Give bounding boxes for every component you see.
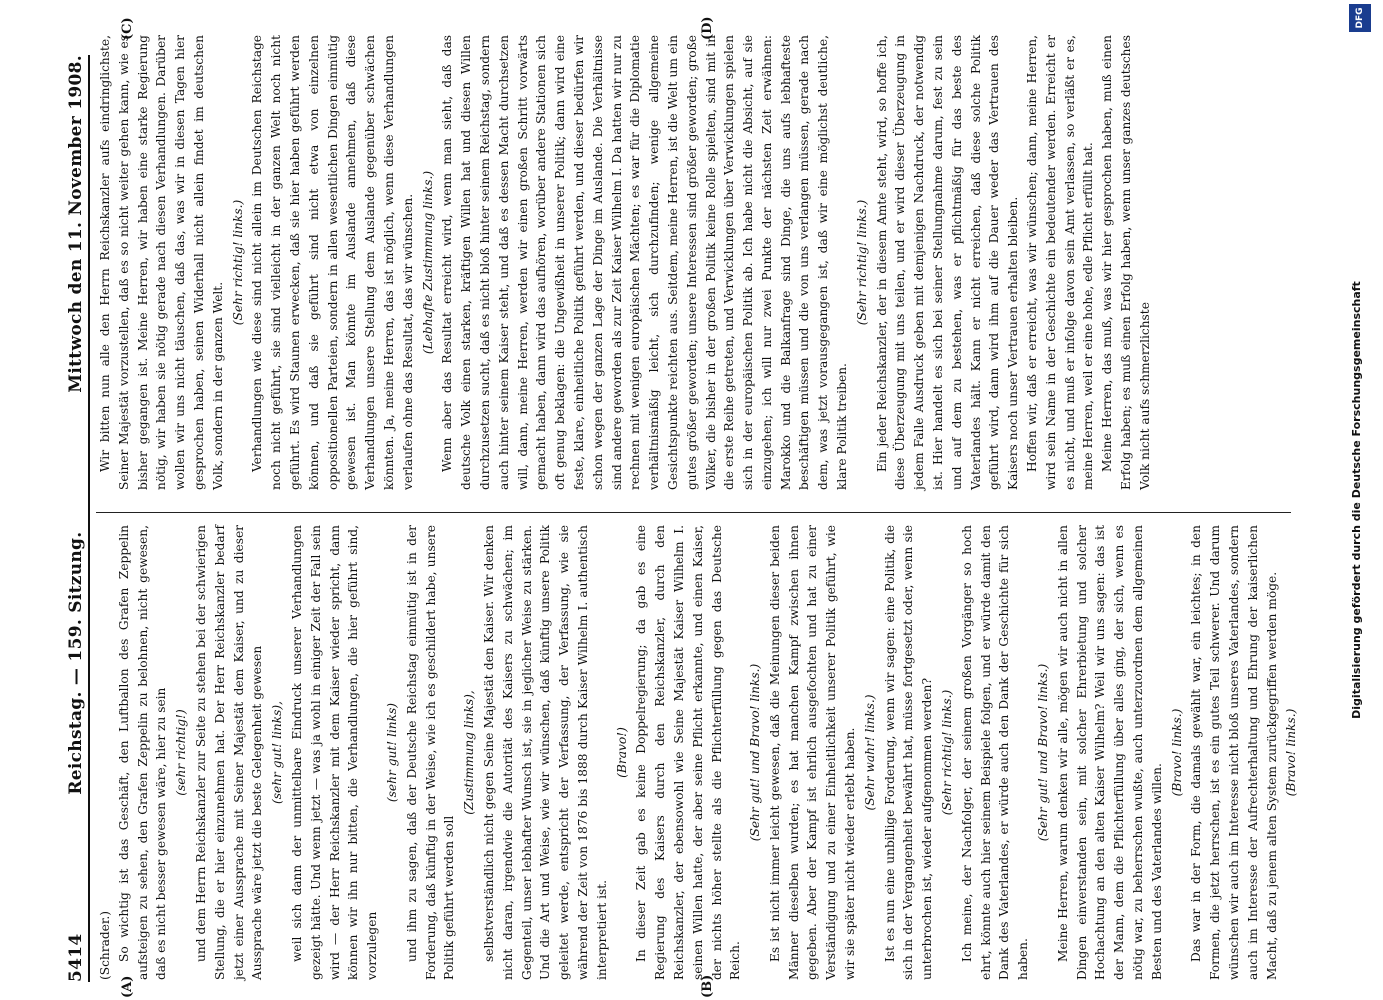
paragraph: Hoffen wir, daß er erreicht, was wir wünschen; dann, meine Herren, wird sein Name in der Geschichte ein bedeutender werden. Erreicht er es nicht, und muß er infolge davon sein Amt verlassen, so verläßt er es, meine Herren, weil er eine hohe, edle Pflicht erfüllt hat. — [1025, 35, 1096, 490]
paragraph: selbstverständlich nicht gegen Seine Majestät den Kaiser. Wir denken nicht daran, irgendwie die Autorität des Kaisers zu schwächen; im Gegenteil, unser lebhafter Wunsch ist, sie in jeglicher Weise zu stärken. Und die Art und Weise, wie wir wünschen, daß künftig unsere Politik geleitet werde, entspricht der Verfassung, der Verfassung, wie sie während der Zeit von 1876 bis 1888 durch Kaiser Wilhelm I. authentisch interpretiert ist. — [481, 525, 609, 980]
margin-mark-c: (C) — [120, 17, 135, 40]
header-rule — [88, 55, 90, 982]
paragraph: und ihm zu sagen, daß der Deutsche Reichstag einmütig ist in der Forderung, daß künftig in der Weise, wie ich es geschildert habe, unsere Politik geführt werden soll — [404, 525, 457, 980]
interjection: (Sehr gut! und Bravo! links.) — [748, 663, 763, 842]
paragraph: Ich meine, der Nachfolger, der seinem großen Vorgänger so hoch ehrt, könnte auch hier seinem Beispiele folgen, und er würde damit den Dank des Vaterlandes, er würde auch den Dank der Geschichte für sich haben. — [959, 525, 1031, 980]
paragraph: So wichtig ist das Geschäft, den Luftballon des Grafen Zeppelin aufsteigen zu sehen, den Grafen Zeppelin zu belohnen, nicht gewesen, daß es nicht besser gewesen wäre, hier zu sein — [116, 525, 169, 980]
speaker-name: (Schrader.) — [98, 911, 112, 980]
paragraph: Meine Herren, warum denken wir alle, mögen wir auch nicht in allen Dingen einverstanden sein, mit solcher Ehrerbietung und solcher Hochachtung an den alten Kaiser Wilhelm? Weil wir uns sagen: das ist der Mann, dem die Pflichterfüllung über alles ging, der sich, wenn es nötig war, zu beherrschen wußte, auch unterzuordnen dem allgemeinen Besten und des Vaterlandes willen. — [1055, 525, 1164, 980]
left-column — [96, 525, 1299, 980]
margin-mark-a: (A) — [120, 975, 135, 998]
interjection: (Bravo! links.) — [1284, 708, 1299, 797]
running-title: Reichstag. — 159. Sitzung. — [66, 531, 86, 795]
interjection: (Sehr richtig! links.) — [854, 199, 869, 326]
column-divider — [96, 512, 1291, 513]
paragraph: Das war in der Form, die damals gewählt war, ein leichtes; in den Formen, die jetzt herrschen, ist es ein gutes Teil schwerer. Und darum wünschen wir auch im Interesse nicht bloß unseres Vaterlandes, sondern auch im Interesse der Aufrechterhaltung und Ehrung der kaiserlichen Macht, daß zu jenem alten System zurückgegriffen werden möge. — [1189, 525, 1279, 980]
session-date: Mittwoch den 11. November 1908. — [66, 55, 86, 393]
paragraph: Ist es nun eine unbillige Forderung, wenn wir sagen: eine Politik, die sich in der Vergangenheit bewährt hat, müsse fortgesetzt oder, wenn sie unterbrochen ist, wieder aufgenommen werden? — [882, 525, 935, 980]
paragraph: Meine Herren, das muß, was wir hier gesprochen haben, muß einen Erfolg haben; es muß einen Erfolg haben, wenn unser ganzes deutsches Volk nicht aufs schmerzlichste — [1100, 35, 1152, 490]
interjection: (Sehr richtig! links.) — [940, 689, 955, 816]
dfg-logo: DFG — [1349, 4, 1371, 32]
paragraph: Ein jeder Reichskanzler, der in diesem Amte steht, wird, so hoffe ich, diese Überzeugung mit uns teilen, und er wird dieser Überzeugung in jedem Falle Ausdruck geben mit demjenigen Nachdruck, der notwendig ist. Hier handelt es sich bei seiner Stellungnahme darum, fest zu sein und auf dem zu bestehen, was er pflichtmäßig für das beste des Vaterlandes hält. Kann er nicht erreichen, daß diese solche Politik geführt wird, dann wird ihm auf die Dauer weder das Vertrauen des Kaisers noch unser Vertrauen erhalten bleiben. — [874, 35, 1021, 490]
interjection: (sehr richtig!) — [174, 709, 189, 796]
interjection: (Zustimmung links), — [462, 690, 477, 815]
paragraph: Wenn aber das Resultat erreicht wird, wenn man sieht, daß das deutsche Volk einen starken, kräftigen Willen hat und diesen Willen durchzusetzen sucht, daß es nicht bloß hinter seinem Reichstag, sondern auch hinter seinem Kaiser steht, und daß es dessen Macht durchsetzen will, dann, meine Herren, werden wir einen großen Schritt vorwärts gemacht haben, dann wird das aufhören, worüber andere Stationen sich oft genug beklagen: die Ungewißheit in unserer Politik; dann wird eine feste, klare, einheitliche Politik geführt werden, und dieser bedürfen wir schon wegen der ganzen Lage der Dinge im Auslande. Die Verhältnisse sind andere geworden als zur Zeit Kaiser Wilhelm I. Da hatten wir nur zu rechnen mit wenigen europäischen Mächten; es war für die Diplomatie verhältnismäßig leicht, sich durchzufinden; wenige allgemeine Gesichtspunkte reichten aus. Seitdem, meine Herren, ist die Welt um ein gutes größer geworden; unsere Interessen sind größer geworden; große Völker, die bisher in der großen Politik keine Rolle spielten, sind mit in die erste Reihe getreten, und Verwicklungen über Verwicklungen spielen sich in der europäischen Politik ab. Ich habe nicht die Absicht, auf sie einzugehen; ich will nur zwei Punkte der nächsten Zeit erwähnen: Marokko und die Balkanfrage sind Dinge, die uns aufs lebhafteste beschäftigen müssen und die von uns verlangen müssen, gerade nach dem, was jetzt vorausgegangen ist, daß wir eine möglichst deutliche, klare Politik treiben. — [440, 35, 850, 490]
digitization-credit: Digitalisierung gefördert durch die Deutsche Forschungsgemeinschaft — [1350, 281, 1363, 719]
paragraph: weil sich dann der unmittelbare Eindruck unserer Verhandlungen gezeigt hätte. Und wenn jetzt — was ja wohl in einiger Zeit der Fall sein wird — der Herr Reichskanzler mit dem Kaiser wieder spricht, dann können wir ihn nur bitten, die Verhandlungen, die hier geführt sind, vorzulegen — [289, 525, 380, 980]
paragraph: Verhandlungen wie diese sind nicht allein im Deutschen Reichstage noch nicht geführt, sie sind vielleicht in der ganzen Welt noch nicht geführt. Es wird Staunen erwecken, daß sie hier haben geführt werden können, und daß sie geführt sind nicht etwa von einzelnen oppositionellen Parteien, sondern in allen wesentlichen Dingen einmütig gewesen ist. Man könnte im Auslande annehmen, daß diese Verhandlungen unsere Stellung dem Auslande gegenüber schwächen könnten. Ja, meine Herren, das ist möglich, wenn diese Verhandlungen verlaufen ohne das Resultat, das wir wünschen. — [250, 35, 415, 490]
margin-mark-b: (B) — [700, 974, 715, 998]
page-header — [52, 55, 86, 982]
paragraph: Es ist nicht immer leicht gewesen, daß die Meinungen dieser beiden Männer dieselben wurden; es hat manchen Kampf zwischen ihnen gegeben. Aber der Kampf ist ehrlich ausgefochten und hat zu einer Verständigung und zu einer Einheitlichkeit unserer Politik geführt, wie wir sie später nicht wieder erlebt haben. — [767, 525, 858, 980]
margin-mark-d: (D) — [700, 16, 715, 40]
paragraph: und dem Herrn Reichskanzler zur Seite zu stehen bei der schwierigen Stellung, die er hier einzunehmen hat. Der Herr Reichskanzler bedarf jetzt einer Aussprache mit Seiner Majestät dem Kaiser, und zu dieser Aussprache wäre jetzt die beste Gelegenheit gewesen — [193, 525, 265, 980]
interjection: (sehr gut! links) — [384, 702, 399, 803]
interjection: (Sehr gut! und Bravo! links.) — [1036, 663, 1051, 842]
page-number: 5414 — [66, 933, 86, 982]
right-column — [96, 35, 1291, 490]
interjection: (sehr gut! links), — [270, 701, 285, 805]
paragraph: In dieser Zeit gab es keine Doppelregierung; da gab es eine Regierung des Kaisers durch den Reichskanzler, durch den Reichskanzler, der ebensowohl wie Seine Majestät Kaiser Wilhelm I. seinen Willen hatte, der aber seine Pflicht erkannte, und einen Kaiser, der nichts höher stellte als die Pflichterfüllung gegen das Deutsche Reich. — [634, 525, 743, 980]
interjection: (Bravo! links.) — [1169, 708, 1184, 797]
interjection: (Sehr wahr! links.) — [862, 694, 877, 811]
interjection: (Lebhafte Zustimmung links.) — [420, 170, 435, 355]
interjection: (Bravo!) — [614, 727, 629, 778]
interjection: (Sehr richtig! links.) — [230, 199, 245, 326]
paragraph: Wir bitten nun alle den Herrn Reichskanzler aufs eindringlichste, Seiner Majestät vorzustellen, daß es so nicht weiter gehen kann, wie es bisher gegangen ist. Meine Herren, wir haben eine starke Regierung nötig, wir haben sie nötig gerade nach diesen Verhandlungen. Darüber wollen wir uns nicht täuschen, daß das, was wir in diesen Tagen hier gesprochen haben, seinen Widerhall nicht allein findet im deutschen Volk, sondern in der ganzen Welt. — [98, 35, 225, 490]
